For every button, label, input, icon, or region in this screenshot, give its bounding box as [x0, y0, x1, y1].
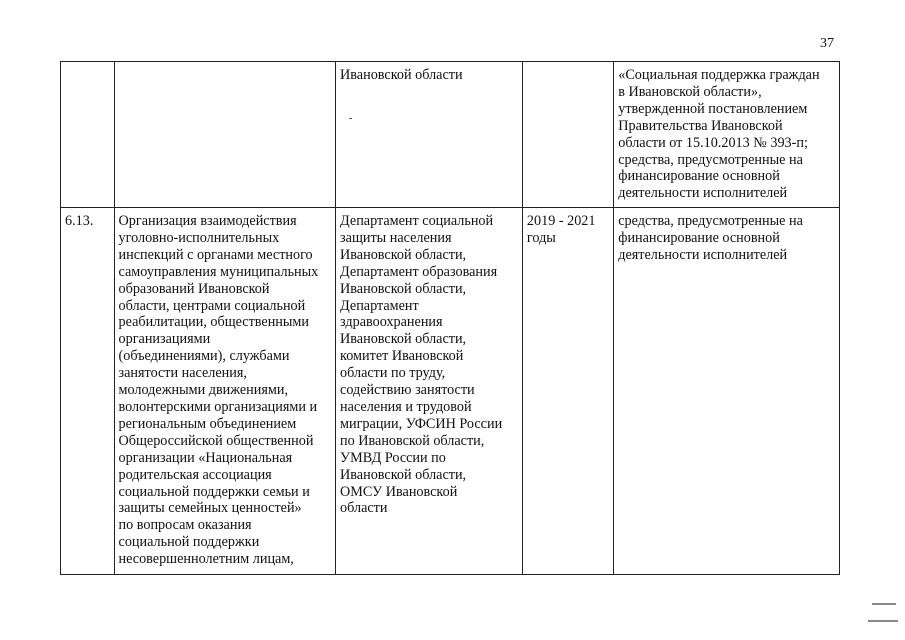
cell-activity	[114, 62, 336, 208]
scan-speck	[349, 118, 352, 119]
cell-executors: Ивановской области	[336, 62, 523, 208]
scan-artifact-line	[872, 603, 896, 605]
scan-artifact-line	[868, 620, 898, 622]
table-row-continuation	[61, 62, 840, 208]
cell-number	[61, 62, 115, 208]
table-row-6-13	[61, 208, 840, 575]
cell-funding: средства, предусмотренные на финансирование основной деятельности исполнителей	[614, 208, 840, 575]
cell-number: 6.13.	[61, 208, 115, 575]
activities-table	[60, 61, 840, 575]
page-number: 37	[820, 36, 834, 51]
cell-activity: Организация взаимодействия уголовно-исполнительных инспекций с органами местного самоуправления муниципальных образований Ивановской области, центрами социальной реабилитации, общественными организациями (объединениями), службами занятости населения, молодежными движениями, волонтерскими организациями и региональным объединением Общероссийской общественной организации «Национальная родительская ассоциация социальной поддержки семьи и защиты семейных ценностей» по вопросам оказания социальной поддержки несовершеннолетним лицам,	[114, 208, 336, 575]
cell-period	[522, 62, 613, 208]
cell-funding: «Социальная поддержка граждан в Ивановской области», утвержденной постановлением Правительства Ивановской области от 15.10.2013 № 393-п; средства, предусмотренные на финансирование основной деятельности исполнителей	[614, 62, 840, 208]
cell-executors: Департамент социальной защиты населения Ивановской области, Департамент образования Ивановской области, Департамент здравоохранения Ивановской области, комитет Ивановской области по труду, содействию занятости населения и трудовой миграции, УФСИН России по Ивановской области, УМВД России по Ивановской области, ОМСУ Ивановской области	[336, 208, 523, 575]
cell-period: 2019 - 2021 годы	[522, 208, 613, 575]
